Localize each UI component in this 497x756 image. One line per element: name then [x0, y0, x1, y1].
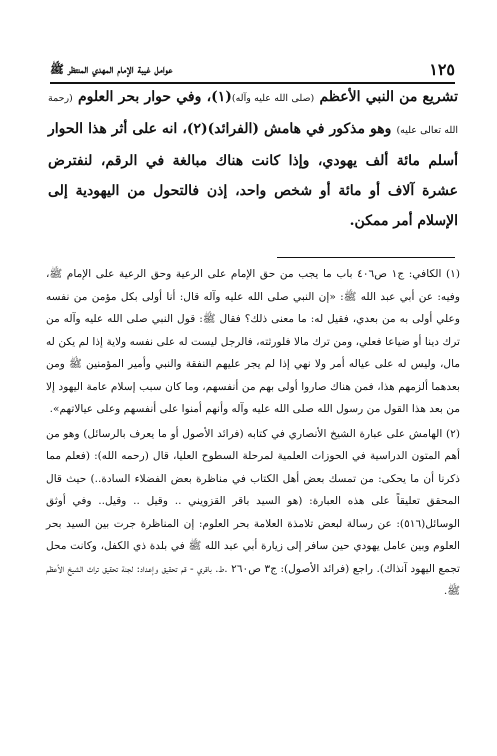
honorific-note: (رحمة الله تعالى عليه) — [48, 93, 458, 136]
body-text-part: (١)، وفي حوار بحر العلوم — [72, 89, 232, 105]
body-paragraph — [48, 82, 458, 236]
footnotes — [46, 263, 460, 603]
footnote-2: (٢) الهامش على عبارة الشيخ الأنصاري في كتابه (فرائد الأصول أو ما يعرف بالرسائل) وهو من أهم المتون الدراسية في الحوزات العلمية لمرحلة السطوح العليا، قال (رحمه الله): (فعلم مما ذكرنا أن ما يحكى: من تمسك بعض أهل الكتاب في مناظرة بعض الفضلاء السادة..) حيث قال المحقق تعليقاً على هذه العبارة: (هو السيد باقر القزويني .. وقيل .. وقيل.. وفي أوثق الوسائل(٥١٦): عن رسالة لبعض تلامذة العلامة بحر العلوم: إن المناظرة جرت بين السيد بحر العلوم وبين عامل يهودي حين سافر إلى زيارة أبي عبد الله ﷺ في بلدة ذي الكفل، وكانت محل تجمع اليهود آنذاك). راجع (فرائد الأصول): ج٣ ص٢٦٠ .ط. باقري - قم تحقيق وإعداد: لجنة تحقيق تراث الشيخ الأعظم ﷺ. — [46, 427, 460, 597]
honorific-note: (صلى الله عليه وآله) — [231, 93, 315, 104]
footnote-separator — [277, 257, 455, 258]
running-title: عوامل غيبة الإمام المهدي المنتظر ﷺ — [50, 62, 173, 76]
body-text-part: تشريع من النبي الأعظم — [314, 89, 458, 105]
body-text-part: وهو مذكور في هامش (الفرائد)(٢)، انه على أثر هذا الحوار أسلم مائة ألف يهودي، وإذا كانت هناك مبالغة في الرقم، لنفترض عشرة آلاف أو مائة أو شخص واحد، إذن فالتحول من اليهودية إلى الإسلام أمر ممكن. — [48, 121, 458, 229]
page-header — [50, 60, 455, 84]
footnote-1: (١) الكافي: ج١ ص٤٠٦ باب ما يجب من حق الإمام على الرعية وحق الرعية على الإمام ﷺ، وفيه: عن أبي عبد الله ﷺ: «إن النبي صلى الله عليه وآله قال: أنا أولى بكل مؤمن من نفسه وعلي أولى به من بعدي، فقيل له: ما معنى ذلك؟ فقال ﷺ: قول النبي صلى الله عليه وآله من ترك دينا أو ضياعا فعلي، ومن ترك مالا فلورثته، فالرجل ليست له على نفسه ولاية إذا لم يكن له مال، وليس له على عياله أمر ولا نهي إذا لم يجر عليهم النفقة والنبي وأمير المؤمنين ﷺ ومن بعدهما ألزمهم هذا، فمن هناك صاروا أولى بهم من أنفسهم، وما كان سبب إسلام عامة اليهود إلا من بعد هذا القول من رسول الله صلى الله عليه وآله وأنهم أمنوا على أنفسهم وعلى عيالاتهم». — [46, 268, 460, 415]
page-number: ١٢٥ — [429, 60, 455, 79]
body-text — [48, 82, 458, 236]
